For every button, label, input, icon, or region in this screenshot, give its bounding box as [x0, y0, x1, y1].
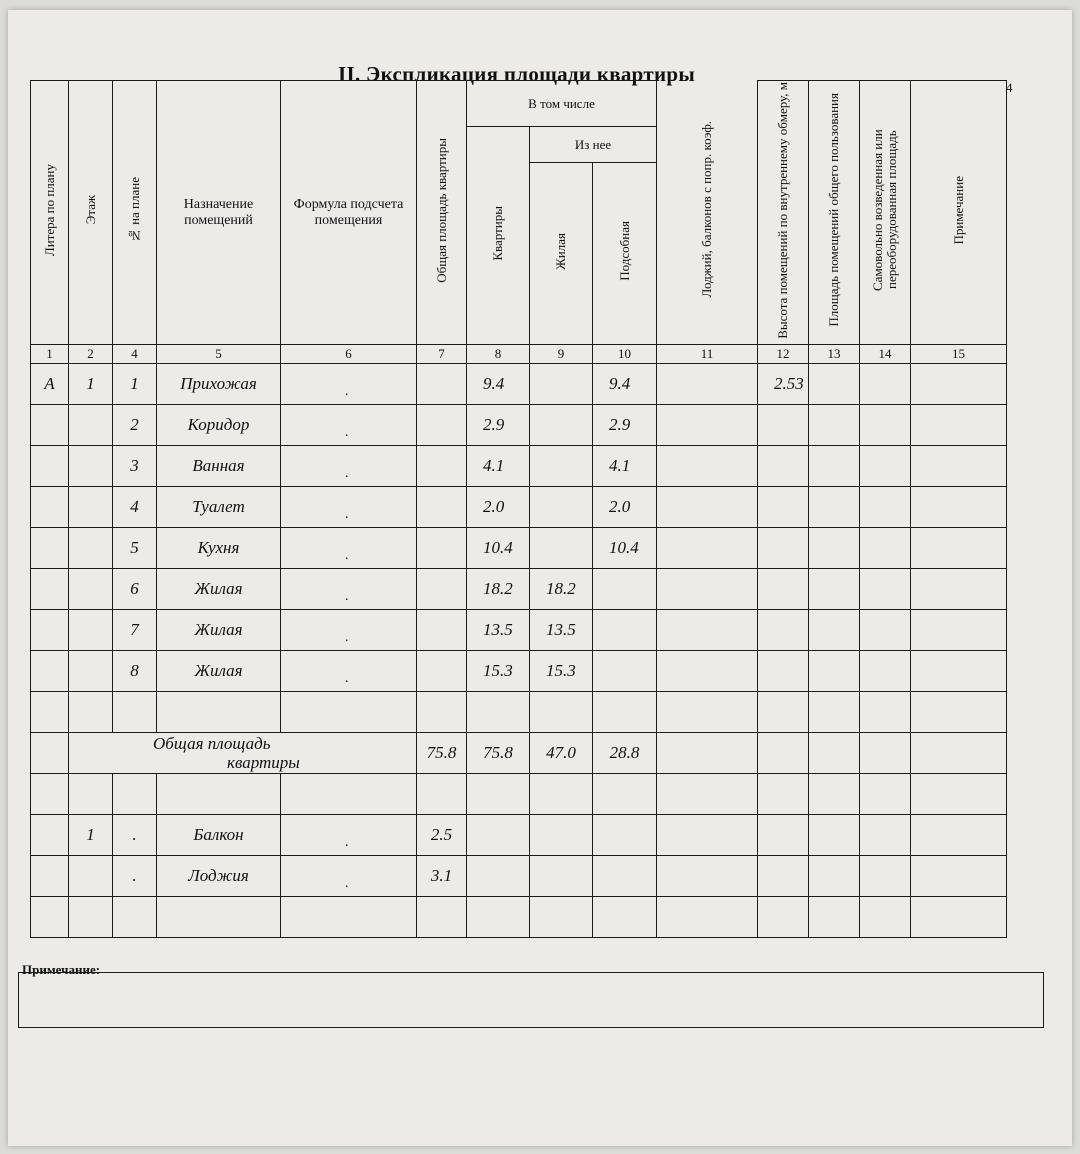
empty-cell — [758, 815, 809, 856]
total-apartment-value: 75.8 — [467, 733, 530, 774]
litera-cell — [31, 446, 69, 487]
litera-cell — [31, 405, 69, 446]
living-area-cell — [530, 405, 593, 446]
unauthorized-cell — [860, 487, 911, 528]
room-name-cell: Балкон — [157, 815, 281, 856]
formula-cell — [281, 446, 417, 487]
header-total-area: Общая площадь квартиры — [417, 81, 467, 345]
height-cell — [758, 528, 809, 569]
note-cell — [911, 446, 1007, 487]
litera-cell — [31, 528, 69, 569]
room-name-cell: Жилая — [157, 651, 281, 692]
room-name-cell: Туалет — [157, 487, 281, 528]
living-area-cell: 15.3 — [530, 651, 593, 692]
total-area-cell — [417, 446, 467, 487]
extra-row — [31, 815, 1007, 856]
common-area-cell — [809, 364, 860, 405]
header-common-area: Площадь помещений общего пользования — [809, 81, 860, 345]
total-living-value: 47.0 — [530, 733, 593, 774]
living-area-cell — [530, 487, 593, 528]
formula-mark: . — [345, 876, 349, 891]
room-name-cell: Кухня — [157, 528, 281, 569]
total-area-cell — [417, 651, 467, 692]
total-area-cell — [417, 364, 467, 405]
formula-mark: . — [345, 835, 349, 850]
empty-cell — [911, 856, 1007, 897]
unauthorized-cell — [860, 405, 911, 446]
formula-cell — [281, 651, 417, 692]
unauthorized-cell — [860, 446, 911, 487]
living-area-cell — [530, 528, 593, 569]
formula-cell — [281, 364, 417, 405]
common-area-cell — [809, 569, 860, 610]
living-area-cell: 13.5 — [530, 610, 593, 651]
formula-cell — [281, 856, 417, 897]
empty-cell — [593, 815, 657, 856]
formula-mark: . — [345, 384, 349, 399]
floor-cell — [69, 569, 113, 610]
note-cell — [911, 487, 1007, 528]
formula-cell — [281, 528, 417, 569]
column-number: 6 — [281, 345, 417, 364]
common-area-cell — [809, 446, 860, 487]
total-row — [31, 733, 1007, 774]
total-area-cell — [417, 405, 467, 446]
formula-mark: . — [345, 548, 349, 563]
room-row — [31, 405, 1007, 446]
column-number: 10 — [593, 345, 657, 364]
formula-cell — [281, 610, 417, 651]
empty-cell — [657, 815, 758, 856]
table-row — [31, 897, 1007, 938]
note-cell — [911, 364, 1007, 405]
floor-cell — [69, 651, 113, 692]
column-number: 14 — [860, 345, 911, 364]
apartment-area-cell: 4.1 — [467, 446, 530, 487]
loggia-area-cell — [657, 405, 758, 446]
floor-cell — [69, 610, 113, 651]
auxiliary-area-cell: 2.9 — [593, 405, 657, 446]
auxiliary-area-cell: 4.1 — [593, 446, 657, 487]
litera-cell: А — [31, 364, 69, 405]
header-purpose: Назначение помещений — [157, 81, 281, 345]
note-label: Примечание: — [22, 962, 101, 977]
header-height: Высота помещений по внутреннему обмеру, м — [758, 81, 809, 345]
column-number: 4 — [113, 345, 157, 364]
total-area-cell — [417, 487, 467, 528]
header-apartments: Квартиры — [467, 127, 530, 345]
column-number: 2 — [69, 345, 113, 364]
formula-mark: . — [345, 671, 349, 686]
height-cell — [758, 446, 809, 487]
room-row — [31, 651, 1007, 692]
floor-cell — [69, 405, 113, 446]
height-cell: 2.53 — [758, 364, 809, 405]
column-number: 12 — [758, 345, 809, 364]
formula-mark: . — [345, 507, 349, 522]
formula-mark: . — [345, 630, 349, 645]
header-living: Жилая — [530, 163, 593, 345]
column-number: 9 — [530, 345, 593, 364]
note-cell — [911, 528, 1007, 569]
total-label: Общая площадь квартиры — [69, 733, 417, 774]
room-name-cell: Жилая — [157, 569, 281, 610]
auxiliary-area-cell: 9.4 — [593, 364, 657, 405]
floor-cell: 1 — [69, 815, 113, 856]
room-row — [31, 610, 1007, 651]
note-box — [18, 972, 1044, 1028]
living-area-cell: 18.2 — [530, 569, 593, 610]
room-name-cell: Жилая — [157, 610, 281, 651]
empty-cell — [860, 815, 911, 856]
table-row — [31, 774, 1007, 815]
column-number: 15 — [911, 345, 1007, 364]
empty-cell — [530, 815, 593, 856]
page-title: II. Экспликация площади квартиры — [338, 62, 696, 86]
height-cell — [758, 487, 809, 528]
extra-row — [31, 856, 1007, 897]
loggia-area-cell — [657, 569, 758, 610]
room-row — [31, 487, 1007, 528]
common-area-cell — [809, 487, 860, 528]
unauthorized-cell — [860, 610, 911, 651]
litera-cell — [31, 651, 69, 692]
floor-cell: 1 — [69, 364, 113, 405]
floor-cell — [69, 856, 113, 897]
room-row — [31, 569, 1007, 610]
common-area-cell — [809, 528, 860, 569]
auxiliary-area-cell: 10.4 — [593, 528, 657, 569]
unauthorized-cell — [860, 651, 911, 692]
apartment-area-cell: 2.0 — [467, 487, 530, 528]
total-area-cell — [417, 569, 467, 610]
column-number-row — [31, 345, 1007, 364]
unauthorized-cell — [860, 569, 911, 610]
column-number: 1 — [31, 345, 69, 364]
loggia-area-cell — [657, 528, 758, 569]
floor-cell — [69, 528, 113, 569]
room-name-cell: Прихожая — [157, 364, 281, 405]
room-name-cell: Ванная — [157, 446, 281, 487]
apartment-area-cell: 18.2 — [467, 569, 530, 610]
empty-cell — [593, 856, 657, 897]
plan-no-cell: . — [113, 856, 157, 897]
empty-cell — [467, 815, 530, 856]
formula-cell — [281, 405, 417, 446]
header-formula: Формула подсчета помещения — [281, 81, 417, 345]
apartment-area-cell: 10.4 — [467, 528, 530, 569]
total-area-cell: 3.1 — [417, 856, 467, 897]
room-name-cell: Лоджия — [157, 856, 281, 897]
note-cell — [911, 405, 1007, 446]
loggia-area-cell — [657, 487, 758, 528]
formula-mark: . — [345, 425, 349, 440]
column-number: 5 — [157, 345, 281, 364]
plan-no-cell: 5 — [113, 528, 157, 569]
formula-mark: . — [345, 589, 349, 604]
plan-no-cell: 8 — [113, 651, 157, 692]
litera-cell — [31, 856, 69, 897]
plan-no-cell: 7 — [113, 610, 157, 651]
auxiliary-area-cell — [593, 569, 657, 610]
plan-no-cell: 4 — [113, 487, 157, 528]
column-number: 7 — [417, 345, 467, 364]
loggia-area-cell — [657, 446, 758, 487]
room-row — [31, 364, 1007, 405]
litera-cell — [31, 610, 69, 651]
height-cell — [758, 569, 809, 610]
note-cell — [911, 651, 1007, 692]
total-area-cell: 2.5 — [417, 815, 467, 856]
formula-cell — [281, 815, 417, 856]
header-plan-no: № на плане — [113, 81, 157, 345]
litera-cell — [31, 815, 69, 856]
height-cell — [758, 610, 809, 651]
unauthorized-cell — [860, 528, 911, 569]
header-unauthorized: Самовольно возведенная или переоборудованная площадь — [860, 81, 911, 345]
header-of-which: Из нее — [530, 127, 657, 163]
column-number: 11 — [657, 345, 758, 364]
formula-cell — [281, 569, 417, 610]
page-number: 4 — [1006, 80, 1013, 95]
auxiliary-area-cell — [593, 651, 657, 692]
plan-no-cell: 2 — [113, 405, 157, 446]
header-floor: Этаж — [69, 81, 113, 345]
common-area-cell — [809, 651, 860, 692]
formula-mark: . — [345, 466, 349, 481]
empty-cell — [657, 856, 758, 897]
plan-no-cell: . — [113, 815, 157, 856]
header-litera: Литера по плану — [31, 81, 69, 345]
empty-cell — [809, 815, 860, 856]
empty-cell — [758, 856, 809, 897]
empty-cell — [530, 856, 593, 897]
auxiliary-area-cell: 2.0 — [593, 487, 657, 528]
room-row — [31, 446, 1007, 487]
apartment-area-cell: 2.9 — [467, 405, 530, 446]
living-area-cell — [530, 364, 593, 405]
header-note: Примечание — [911, 81, 1007, 345]
formula-cell — [281, 487, 417, 528]
apartment-area-cell: 15.3 — [467, 651, 530, 692]
height-cell — [758, 651, 809, 692]
plan-no-cell: 6 — [113, 569, 157, 610]
total-area-value: 75.8 — [417, 733, 467, 774]
loggia-area-cell — [657, 610, 758, 651]
note-cell — [911, 569, 1007, 610]
note-cell — [911, 610, 1007, 651]
apartment-area-cell: 9.4 — [467, 364, 530, 405]
empty-cell — [809, 856, 860, 897]
total-area-cell — [417, 610, 467, 651]
floor-cell — [69, 446, 113, 487]
unauthorized-cell — [860, 364, 911, 405]
living-area-cell — [530, 446, 593, 487]
room-row — [31, 528, 1007, 569]
litera-cell — [31, 569, 69, 610]
auxiliary-area-cell — [593, 610, 657, 651]
header-loggias: Лоджий, балконов с попр. коэф. — [657, 81, 758, 345]
total-auxiliary-value: 28.8 — [593, 733, 657, 774]
room-name-cell: Коридор — [157, 405, 281, 446]
floor-cell — [69, 487, 113, 528]
plan-no-cell: 3 — [113, 446, 157, 487]
loggia-area-cell — [657, 651, 758, 692]
empty-cell — [860, 856, 911, 897]
plan-no-cell: 1 — [113, 364, 157, 405]
empty-cell — [911, 815, 1007, 856]
common-area-cell — [809, 610, 860, 651]
empty-cell — [467, 856, 530, 897]
table-row — [31, 692, 1007, 733]
litera-cell — [31, 487, 69, 528]
column-number: 13 — [809, 345, 860, 364]
loggia-area-cell — [657, 364, 758, 405]
explication-table — [30, 80, 1007, 938]
header-including: В том числе — [467, 81, 657, 127]
common-area-cell — [809, 405, 860, 446]
total-area-cell — [417, 528, 467, 569]
height-cell — [758, 405, 809, 446]
header-auxiliary: Подсобная — [593, 163, 657, 345]
apartment-area-cell: 13.5 — [467, 610, 530, 651]
column-number: 8 — [467, 345, 530, 364]
